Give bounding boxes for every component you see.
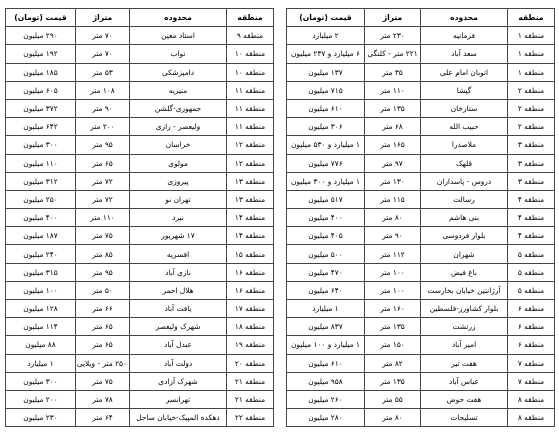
cell-price: ۱۲۸ میلیون — [6, 300, 76, 318]
header-area: متراژ — [365, 9, 421, 27]
cell-price: ۶۴۲ میلیون — [6, 118, 76, 136]
table-row — [6, 227, 274, 245]
cell-neighborhood: ملاصدرا — [421, 136, 508, 154]
header-region: منطقه — [227, 9, 274, 27]
cell-price: ۱۹۲ میلیون — [6, 45, 76, 63]
cell-neighborhood: هلال احمر — [130, 281, 227, 299]
cell-neighborhood: عبدل آباد — [130, 336, 227, 354]
cell-region: منطقه ۳ — [508, 154, 555, 172]
table-row — [6, 45, 274, 63]
cell-area: ۸۵ متر — [76, 245, 130, 263]
cell-area: ۶۸ متر — [365, 118, 421, 136]
cell-region: منطقه ۱۴ — [227, 209, 274, 227]
cell-neighborhood: تهران نو — [130, 190, 227, 208]
cell-region: منطقه ۴ — [508, 227, 555, 245]
cell-region: منطقه ۱۲ — [227, 136, 274, 154]
cell-area: ۱۱۵ متر — [365, 190, 421, 208]
cell-neighborhood: تهرانسر — [130, 390, 227, 408]
cell-price: ۱ میلیارد و ۳۰۰ میلیون — [287, 172, 365, 190]
cell-neighborhood: بلوار کشاورز-فلسطین — [421, 300, 508, 318]
cell-region: منطقه ۱۹ — [227, 336, 274, 354]
cell-region: منطقه ۱۳ — [227, 190, 274, 208]
cell-neighborhood: عباس آباد — [421, 372, 508, 390]
cell-region: منطقه ۳ — [508, 136, 555, 154]
table-row — [6, 63, 274, 81]
cell-region: منطقه ۳ — [508, 172, 555, 190]
cell-neighborhood: ۱۷ شهریور — [130, 227, 227, 245]
cell-area: ۲۲۱ متر - کلنگی — [365, 45, 421, 63]
cell-area: ۶۵ متر — [76, 336, 130, 354]
cell-region: منطقه ۸ — [508, 390, 555, 408]
cell-area: ۲۳۰ متر — [365, 27, 421, 45]
cell-area: ۱۳۵ متر — [365, 372, 421, 390]
cell-neighborhood: دولت آباد — [130, 354, 227, 372]
cell-region: منطقه ۹ — [227, 27, 274, 45]
table-row — [6, 190, 274, 208]
cell-area: ۱۳۵ متر — [365, 99, 421, 117]
cell-area: ۶۵ متر — [76, 154, 130, 172]
cell-neighborhood: بلوار فردوسی — [421, 227, 508, 245]
cell-area: ۱۳۰ متر — [365, 172, 421, 190]
cell-region: منطقه ۱۰ — [227, 45, 274, 63]
cell-price: ۷۱۵ میلیون — [287, 81, 365, 99]
cell-area: ۱۶۵ متر — [365, 136, 421, 154]
cell-region: منطقه ۴ — [508, 190, 555, 208]
header-price: قیمت (تومان) — [287, 9, 365, 27]
cell-region: منطقه ۱۱ — [227, 99, 274, 117]
cell-area: ۹۰ متر — [76, 99, 130, 117]
table-row — [6, 372, 274, 390]
cell-region: منطقه ۲۲ — [227, 409, 274, 427]
cell-area: ۷۲ متر — [76, 190, 130, 208]
cell-area: ۸۰ متر — [365, 409, 421, 427]
cell-price: ۲۶۰ میلیون — [287, 390, 365, 408]
cell-neighborhood: فرمانیه — [421, 27, 508, 45]
cell-price: ۱۱۴ میلیون — [6, 318, 76, 336]
cell-price: ۶۱۰ میلیون — [287, 354, 365, 372]
cell-area: ۵۵ متر — [365, 390, 421, 408]
header-price: قیمت (تومان) — [6, 9, 76, 27]
table-row — [287, 99, 555, 117]
cell-region: منطقه ۶ — [508, 318, 555, 336]
cell-area: ۶۵ متر — [76, 318, 130, 336]
cell-region: منطقه ۱ — [508, 45, 555, 63]
cell-price: ۶۰۵ میلیون — [6, 81, 76, 99]
cell-region: منطقه ۱ — [508, 63, 555, 81]
table-row — [287, 63, 555, 81]
cell-price: ۸۸ میلیون — [6, 336, 76, 354]
cell-region: منطقه ۱ — [508, 27, 555, 45]
cell-region: منطقه ۸ — [508, 409, 555, 427]
cell-region: منطقه ۱۴ — [227, 227, 274, 245]
cell-area: ۷۰ متر — [76, 45, 130, 63]
table-row — [287, 300, 555, 318]
cell-neighborhood: رسالت — [421, 190, 508, 208]
cell-area: ۱۱۰ متر — [365, 81, 421, 99]
cell-area: ۵۰ متر — [76, 281, 130, 299]
cell-area: ۷۵ متر — [76, 227, 130, 245]
cell-price: ۱ میلیارد و ۱۰۰ میلیون — [287, 336, 365, 354]
cell-neighborhood: آرژانتین خیابان بخارست — [421, 281, 508, 299]
cell-price: ۳۱۵ میلیون — [6, 263, 76, 281]
cell-region: منطقه ۱۶ — [227, 263, 274, 281]
cell-region: منطقه ۱۶ — [227, 281, 274, 299]
table-body — [6, 27, 274, 427]
cell-region: منطقه ۱۲ — [227, 154, 274, 172]
cell-area: ۹۵ متر — [76, 136, 130, 154]
table-row — [6, 154, 274, 172]
cell-price: ۱۰۰ میلیون — [6, 281, 76, 299]
cell-neighborhood: تواب — [130, 45, 227, 63]
cell-neighborhood: هفت حوض — [421, 390, 508, 408]
table-row — [287, 354, 555, 372]
cell-neighborhood: نبرد — [130, 209, 227, 227]
table-row — [287, 172, 555, 190]
table-row — [287, 281, 555, 299]
cell-neighborhood: ولیعصر - رازی — [130, 118, 227, 136]
table-body — [287, 27, 555, 427]
cell-price: ۲۵۰ میلیون — [6, 190, 76, 208]
table-row — [287, 81, 555, 99]
cell-neighborhood: جمهوری-گلشن — [130, 99, 227, 117]
cell-area: ۱۱۲ متر — [365, 245, 421, 263]
cell-area: ۳۵ متر — [365, 63, 421, 81]
cell-neighborhood: دهکده المپیک-خیابان ساحل — [130, 409, 227, 427]
cell-area: ۷۸ متر — [76, 390, 130, 408]
cell-price: ۴۰۰ میلیون — [6, 209, 76, 227]
cell-region: منطقه ۲۱ — [227, 390, 274, 408]
cell-price: ۴۰۵ میلیون — [287, 227, 365, 245]
cell-area: ۱۳۵ متر — [365, 318, 421, 336]
cell-neighborhood: امیر آباد — [421, 336, 508, 354]
cell-region: منطقه ۶ — [508, 336, 555, 354]
table-row — [287, 209, 555, 227]
cell-neighborhood: مولوی — [130, 154, 227, 172]
cell-neighborhood: هفت تیر — [421, 354, 508, 372]
cell-neighborhood: گیشا — [421, 81, 508, 99]
cell-price: ۱۸۵ میلیون — [6, 63, 76, 81]
cell-region: منطقه ۲۰ — [227, 354, 274, 372]
table-row — [6, 27, 274, 45]
cell-area: ۲۵۰ متر - ویلایی — [76, 354, 130, 372]
table-row — [6, 318, 274, 336]
cell-area: ۱۶۰ متر — [365, 300, 421, 318]
cell-price: ۱ میلیارد — [6, 354, 76, 372]
cell-price: ۴۷۰ میلیون — [287, 263, 365, 281]
table-row — [287, 409, 555, 427]
cell-region: منطقه ۲ — [508, 99, 555, 117]
cell-neighborhood: شهران — [421, 245, 508, 263]
table-row — [287, 45, 555, 63]
header-neighborhood: محدوده — [130, 9, 227, 27]
cell-price: ۱۸۷ میلیون — [6, 227, 76, 245]
cell-price: ۹۵۸ میلیون — [287, 372, 365, 390]
cell-area: ۶۴ متر — [76, 409, 130, 427]
cell-area: ۵۳ متر — [76, 63, 130, 81]
cell-area: ۱۰۰ متر — [365, 281, 421, 299]
cell-neighborhood: نازی آباد — [130, 263, 227, 281]
table-row — [6, 300, 274, 318]
cell-price: ۵۱۷ میلیون — [287, 190, 365, 208]
table-row — [6, 136, 274, 154]
cell-price: ۳۷۲ میلیون — [6, 99, 76, 117]
cell-region: منطقه ۵ — [508, 263, 555, 281]
cell-neighborhood: شهرک ولیعصر — [130, 318, 227, 336]
table-row — [6, 354, 274, 372]
table-row — [6, 336, 274, 354]
table-row — [6, 172, 274, 190]
cell-region: منطقه ۱۳ — [227, 172, 274, 190]
cell-neighborhood: دامپزشکی — [130, 63, 227, 81]
cell-region: منطقه ۱۸ — [227, 318, 274, 336]
cell-area: ۶۶ متر — [76, 300, 130, 318]
table-header-row — [287, 9, 555, 27]
cell-area: ۱۰۰ متر — [365, 263, 421, 281]
cell-region: منطقه ۶ — [508, 300, 555, 318]
cell-area: ۲۰۰ متر — [76, 118, 130, 136]
cell-neighborhood: ستارخان — [421, 99, 508, 117]
cell-neighborhood: زرتشت — [421, 318, 508, 336]
cell-price: ۱۳۷ میلیون — [287, 63, 365, 81]
cell-region: منطقه ۷ — [508, 354, 555, 372]
cell-price: ۱ میلیارد — [287, 300, 365, 318]
cell-region: منطقه ۱۱ — [227, 81, 274, 99]
table-row — [6, 209, 274, 227]
cell-price: ۳۰۰ میلیون — [6, 372, 76, 390]
cell-price: ۳۰۰ میلیون — [6, 136, 76, 154]
table-row — [287, 190, 555, 208]
cell-area: ۱۱۰ متر — [76, 209, 130, 227]
table-row — [287, 263, 555, 281]
header-neighborhood: محدوده — [421, 9, 508, 27]
cell-neighborhood: قلهک — [421, 154, 508, 172]
table-row — [287, 318, 555, 336]
cell-neighborhood: یافت آباد — [130, 300, 227, 318]
cell-region: منطقه ۵ — [508, 281, 555, 299]
cell-price: ۸۳۷ میلیون — [287, 318, 365, 336]
cell-neighborhood: باغ فیض — [421, 263, 508, 281]
cell-neighborhood: شهرک آزادی — [130, 372, 227, 390]
table-row — [287, 336, 555, 354]
cell-neighborhood: خراسان — [130, 136, 227, 154]
table-row — [287, 372, 555, 390]
table-row — [287, 227, 555, 245]
cell-neighborhood: استاد معین — [130, 27, 227, 45]
cell-region: منطقه ۵ — [508, 245, 555, 263]
cell-region: منطقه ۱۷ — [227, 300, 274, 318]
price-table-left — [5, 8, 274, 427]
table-header-row — [6, 9, 274, 27]
table-row — [6, 409, 274, 427]
table-row — [6, 263, 274, 281]
cell-region: منطقه ۲ — [508, 81, 555, 99]
cell-area: ۷۰ متر — [76, 27, 130, 45]
table-row — [287, 390, 555, 408]
cell-area: ۹۵ متر — [76, 263, 130, 281]
price-table-right — [286, 8, 555, 427]
cell-price: ۵۰۰ میلیون — [287, 245, 365, 263]
cell-price: ۱ میلیارد و ۵۳۰ میلیون — [287, 136, 365, 154]
cell-area: ۹۷ متر — [365, 154, 421, 172]
cell-price: ۲۳۰ میلیون — [6, 409, 76, 427]
cell-price: ۶ میلیارد و ۲۳۷ میلیون — [287, 45, 365, 63]
cell-neighborhood: تسلیحات — [421, 409, 508, 427]
cell-area: ۸۰ متر — [365, 209, 421, 227]
cell-price: ۴۰۰ میلیون — [287, 209, 365, 227]
cell-price: ۱۱۰ میلیون — [6, 154, 76, 172]
header-area: متراژ — [76, 9, 130, 27]
table-row — [287, 27, 555, 45]
cell-region: منطقه ۲ — [508, 118, 555, 136]
cell-area: ۸۲ متر — [365, 354, 421, 372]
cell-neighborhood: اتوبان امام علی — [421, 63, 508, 81]
table-row — [287, 154, 555, 172]
cell-price: ۲۹۰ میلیون — [6, 27, 76, 45]
table-row — [6, 390, 274, 408]
table-row — [6, 81, 274, 99]
cell-price: ۲۴۰ میلیون — [6, 245, 76, 263]
cell-area: ۹۰ متر — [365, 227, 421, 245]
cell-region: منطقه ۱۵ — [227, 245, 274, 263]
cell-price: ۲۰۰ میلیون — [6, 390, 76, 408]
cell-price: ۶۴۰ میلیون — [287, 281, 365, 299]
cell-area: ۷۵ متر — [76, 372, 130, 390]
cell-price: ۲ میلیارد — [287, 27, 365, 45]
cell-region: منطقه ۲۱ — [227, 372, 274, 390]
table-row — [6, 281, 274, 299]
cell-neighborhood: افسریه — [130, 245, 227, 263]
cell-price: ۲۸۰ میلیون — [287, 409, 365, 427]
table-row — [6, 99, 274, 117]
table-row — [287, 118, 555, 136]
cell-neighborhood: منیریه — [130, 81, 227, 99]
cell-price: ۳۱۲ میلیون — [6, 172, 76, 190]
table-row — [287, 245, 555, 263]
cell-price: ۷۷۶ میلیون — [287, 154, 365, 172]
table-row — [6, 118, 274, 136]
cell-region: منطقه ۴ — [508, 209, 555, 227]
header-region: منطقه — [508, 9, 555, 27]
cell-region: منطقه ۷ — [508, 372, 555, 390]
cell-area: ۱۰۸ متر — [76, 81, 130, 99]
cell-neighborhood: پیروزی — [130, 172, 227, 190]
cell-neighborhood: بنی هاشم — [421, 209, 508, 227]
cell-area: ۱۵۰ متر — [365, 336, 421, 354]
cell-price: ۳۰۶ میلیون — [287, 118, 365, 136]
cell-region: منطقه ۱۰ — [227, 63, 274, 81]
cell-area: ۷۲ متر — [76, 172, 130, 190]
cell-price: ۶۱۰ میلیون — [287, 99, 365, 117]
cell-region: منطقه ۱۱ — [227, 118, 274, 136]
table-row — [6, 245, 274, 263]
table-row — [287, 136, 555, 154]
cell-neighborhood: دروس - پاسداران — [421, 172, 508, 190]
cell-neighborhood: سعد آباد — [421, 45, 508, 63]
cell-neighborhood: حبیب الله — [421, 118, 508, 136]
